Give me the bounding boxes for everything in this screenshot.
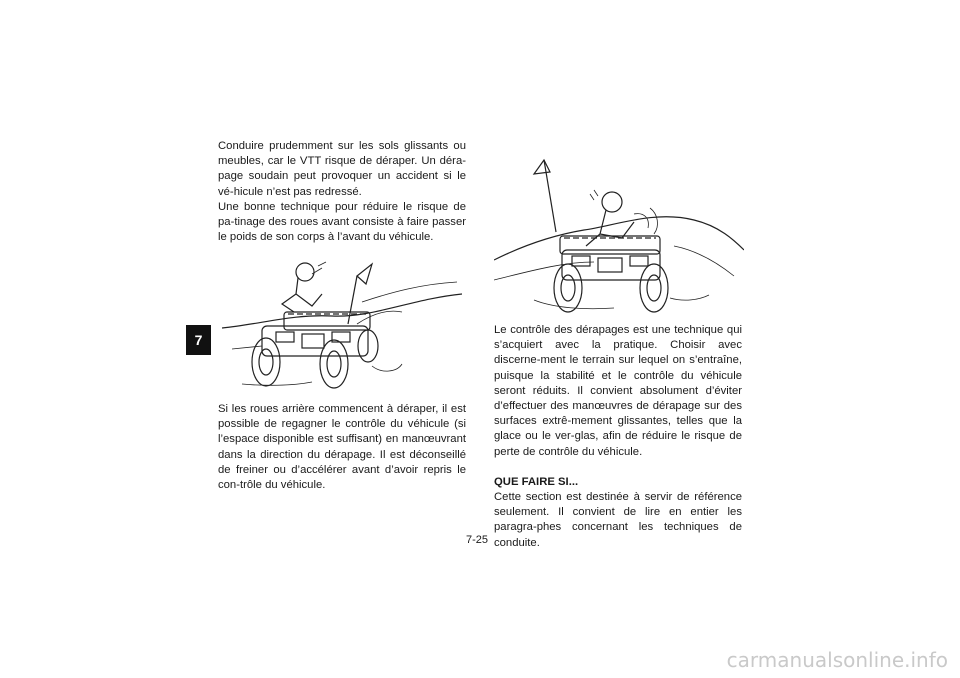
atv-rider-illustration — [494, 150, 744, 316]
chapter-tab: 7 — [186, 325, 211, 355]
paragraph: Conduire prudemment sur les sols glissants ou meubles, car le VTT risque de déraper. Un déra-page soudain peut provoquer un accident si le vé-hicule n’est pas redressé. — [218, 140, 466, 198]
paragraph: Cette section est destinée à servir de référence seulement. Il convient de lire en entier les paragra-phes concernant les techniques de conduite. — [494, 491, 742, 549]
page-number: 7-25 — [466, 534, 489, 546]
paragraph: Si les roues arrière commencent à déraper, il est possible de regagner le contrôle du véhicule (si l’espace disponible est suffisant) en manœuvrant dans la direction du dérapage. Il est déconseillé de freiner ou d’accélérer avant d’avoir repris le con-trôle du véhicule. — [218, 403, 466, 492]
atv-rider-illustration — [222, 254, 462, 394]
left-column — [218, 139, 466, 245]
watermark: carmanualsonline.info — [726, 648, 948, 672]
paragraph: Une bonne technique pour réduire le risque de pa-tinage des roues avant consiste à faire passer le poids de son corps à l’avant du véhicule. — [218, 200, 466, 244]
section-heading: QUE FAIRE SI... — [494, 475, 579, 488]
paragraph: Le contrôle des dérapages est une technique qui s’acquiert avec la pratique. Choisir avec discerne-ment le terrain sur lequel on s’entraîne, puisque la stabilité et le contrôle du véhicule seront réduits. Il convient absolument d’éviter d’effectuer des manœuvres de dérapage sur des surfaces extrê-mement glissantes, telles que la glace ou le ver-glas, afin de réduire le risque de perte de contrôle du véhicule. — [494, 324, 742, 458]
right-column — [494, 323, 742, 551]
paragraph-block — [218, 402, 466, 493]
